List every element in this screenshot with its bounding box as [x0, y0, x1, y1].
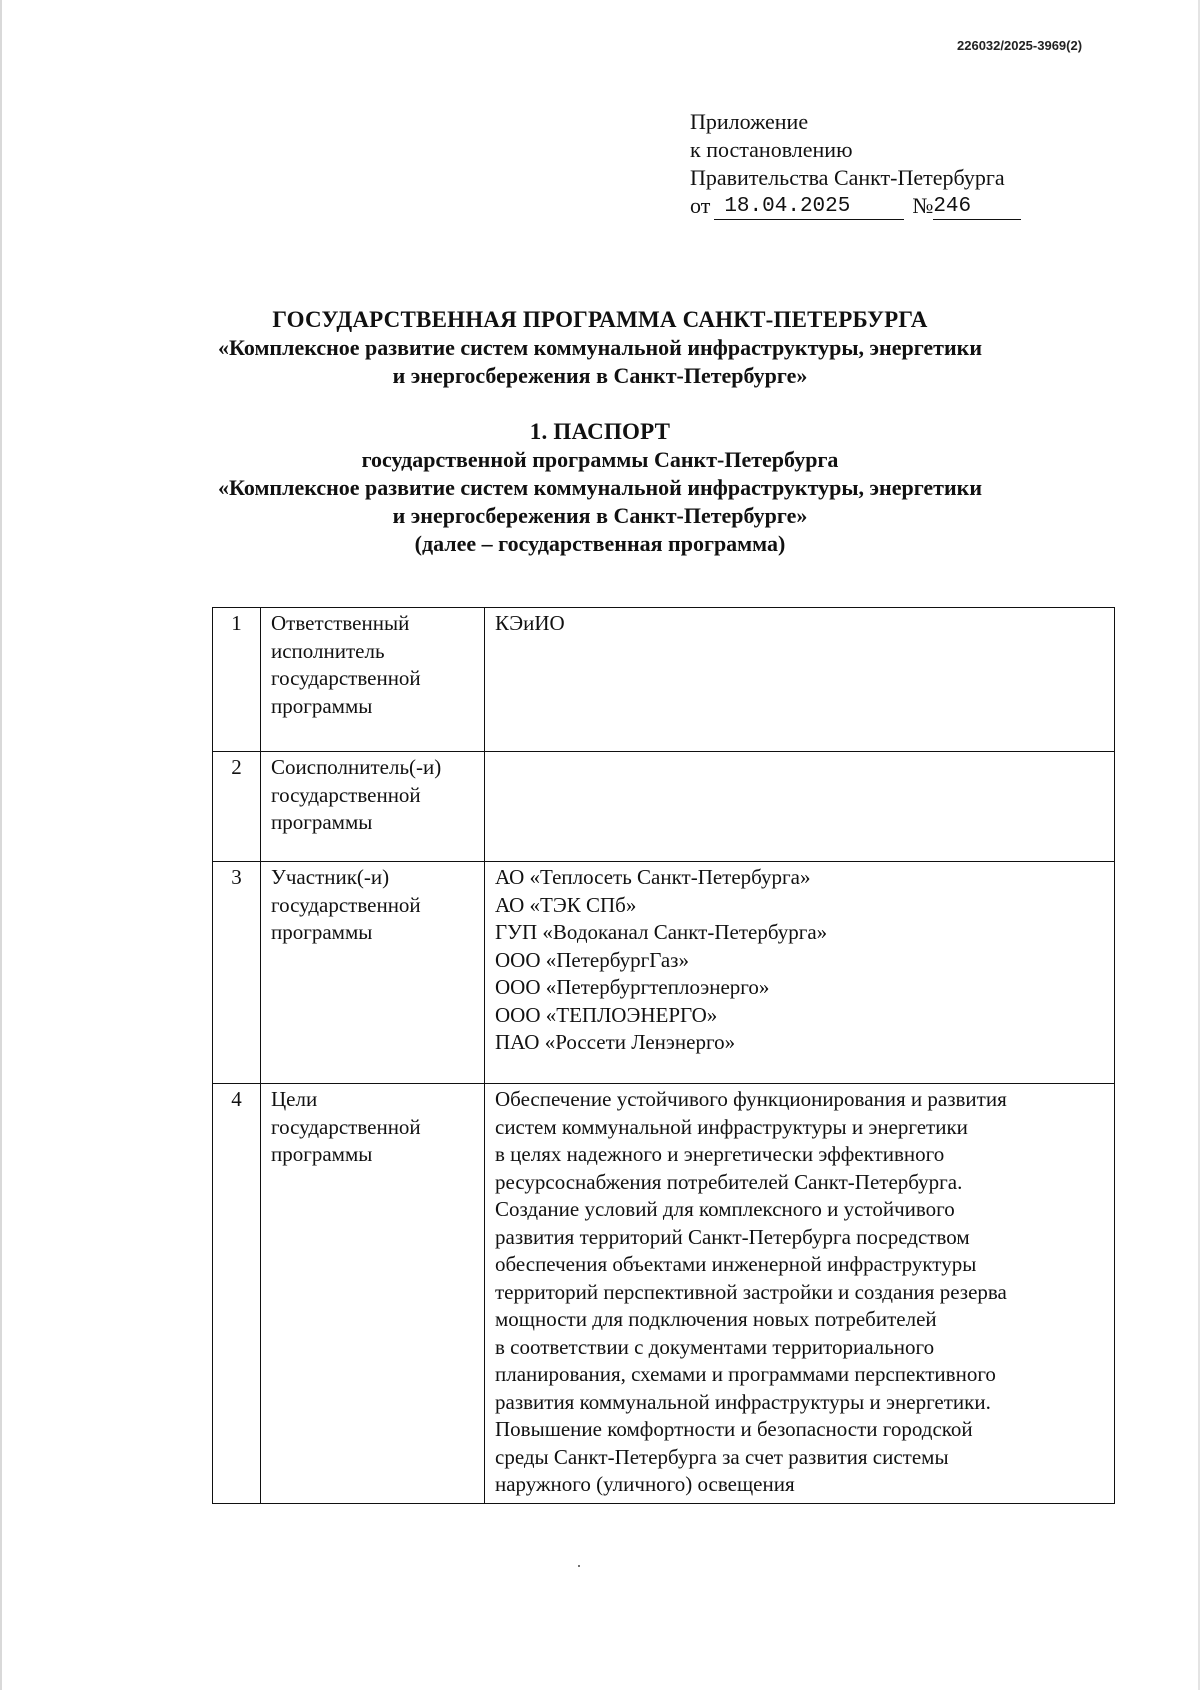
- table-row: [213, 608, 1115, 752]
- value-line: мощности для подключения новых потребителей: [495, 1307, 937, 1331]
- passport-subtitle-4: (далее – государственная программа): [414, 531, 786, 556]
- registration-number: 226032/2025-3969(2): [957, 38, 1083, 53]
- row-number: 3: [213, 862, 261, 1084]
- value-line: ПАО «Россети Ленэнерго»: [495, 1030, 736, 1054]
- passport-subtitle-3: и энергосбережения в Санкт-Петербурге»: [392, 503, 808, 528]
- annex-line-1: Приложение: [690, 109, 809, 134]
- row-label: Соисполнитель(-и) государственной программы: [261, 752, 485, 862]
- row-label: Участник(-и) государственной программы: [261, 862, 485, 1084]
- annex-date-row: [690, 192, 1021, 220]
- annex-number-prefix: №: [912, 193, 934, 218]
- value-line: Создание условий для комплексного и устойчивого: [495, 1197, 955, 1221]
- annex-line-3: Правительства Санкт-Петербурга: [690, 165, 1005, 190]
- program-title: ГОСУДАРСТВЕННАЯ ПРОГРАММА САНКТ-ПЕТЕРБУРГА: [272, 307, 928, 332]
- passport-subtitle-1: государственной программы Санкт-Петербурга: [361, 447, 839, 472]
- passport-subtitle-2: «Комплексное развитие систем коммунальной инфраструктуры, энергетики: [218, 475, 982, 500]
- program-name-line-1: «Комплексное развитие систем коммунальной инфраструктуры, энергетики: [218, 335, 982, 360]
- row-label: Цели государственной программы: [261, 1084, 485, 1504]
- row-value: [485, 608, 1115, 752]
- value-line: ООО «ПетербургГаз»: [495, 947, 689, 972]
- annex-number: 246: [933, 195, 1021, 220]
- value-line: в соответствии с документами территориального: [495, 1334, 935, 1359]
- value-line: КЭиИО: [495, 611, 565, 635]
- value-line: ООО «ТЕПЛОЭНЕРГО»: [495, 1002, 718, 1027]
- value-line: Повышение комфортности и безопасности городской: [495, 1417, 973, 1441]
- scan-speck: [578, 1565, 580, 1567]
- table-row: [213, 752, 1115, 862]
- value-line: ГУП «Водоканал Санкт-Петербурга»: [495, 920, 828, 944]
- document-headings: [150, 306, 1050, 558]
- passport-table: [212, 607, 1115, 1504]
- value-line: развития территорий Санкт-Петербурга посредством: [495, 1224, 970, 1249]
- value-line: обеспечения объектами инженерной инфраструктуры: [495, 1252, 977, 1276]
- row-value: [485, 1084, 1115, 1504]
- scan-left-edge: [0, 0, 2, 1690]
- annex-block: [690, 108, 1021, 220]
- value-line: ресурсоснабжения потребителей Санкт-Петербурга.: [495, 1169, 963, 1194]
- annex-line-2: к постановлению: [690, 137, 853, 162]
- annex-date-prefix: от: [690, 193, 711, 218]
- value-line: развития коммунальной инфраструктуры и энергетики.: [495, 1389, 991, 1414]
- value-line: территорий перспективной застройки и создания резерва: [495, 1279, 1007, 1304]
- heading-spacer: [150, 390, 1050, 418]
- value-line: АО «Теплосеть Санкт-Петербурга»: [495, 865, 811, 889]
- table-row: [213, 862, 1115, 1084]
- row-value: [485, 752, 1115, 862]
- value-line: Обеспечение устойчивого функционирования и развития: [495, 1087, 1007, 1111]
- passport-heading: 1. ПАСПОРТ: [529, 419, 671, 444]
- value-line: среды Санкт-Петербурга за счет развития системы: [495, 1444, 949, 1469]
- row-label: Ответственный исполнитель государственной программы: [261, 608, 485, 752]
- value-line: планирования, схемами и программами перспективного: [495, 1362, 996, 1386]
- value-line: АО «ТЭК СПб»: [495, 892, 637, 917]
- table-row: [213, 1084, 1115, 1504]
- annex-date: 18.04.2025: [714, 195, 904, 220]
- row-number: 1: [213, 608, 261, 752]
- value-line: систем коммунальной инфраструктуры и энергетики: [495, 1114, 968, 1139]
- value-line: в целях надежного и энергетически эффективного: [495, 1142, 945, 1166]
- row-number: 2: [213, 752, 261, 862]
- value-line: ООО «Петербургтеплоэнерго»: [495, 975, 770, 999]
- value-line: наружного (уличного) освещения: [495, 1472, 795, 1496]
- row-number: 4: [213, 1084, 261, 1504]
- program-name-line-2: и энергосбережения в Санкт-Петербурге»: [392, 363, 808, 388]
- row-value: [485, 862, 1115, 1084]
